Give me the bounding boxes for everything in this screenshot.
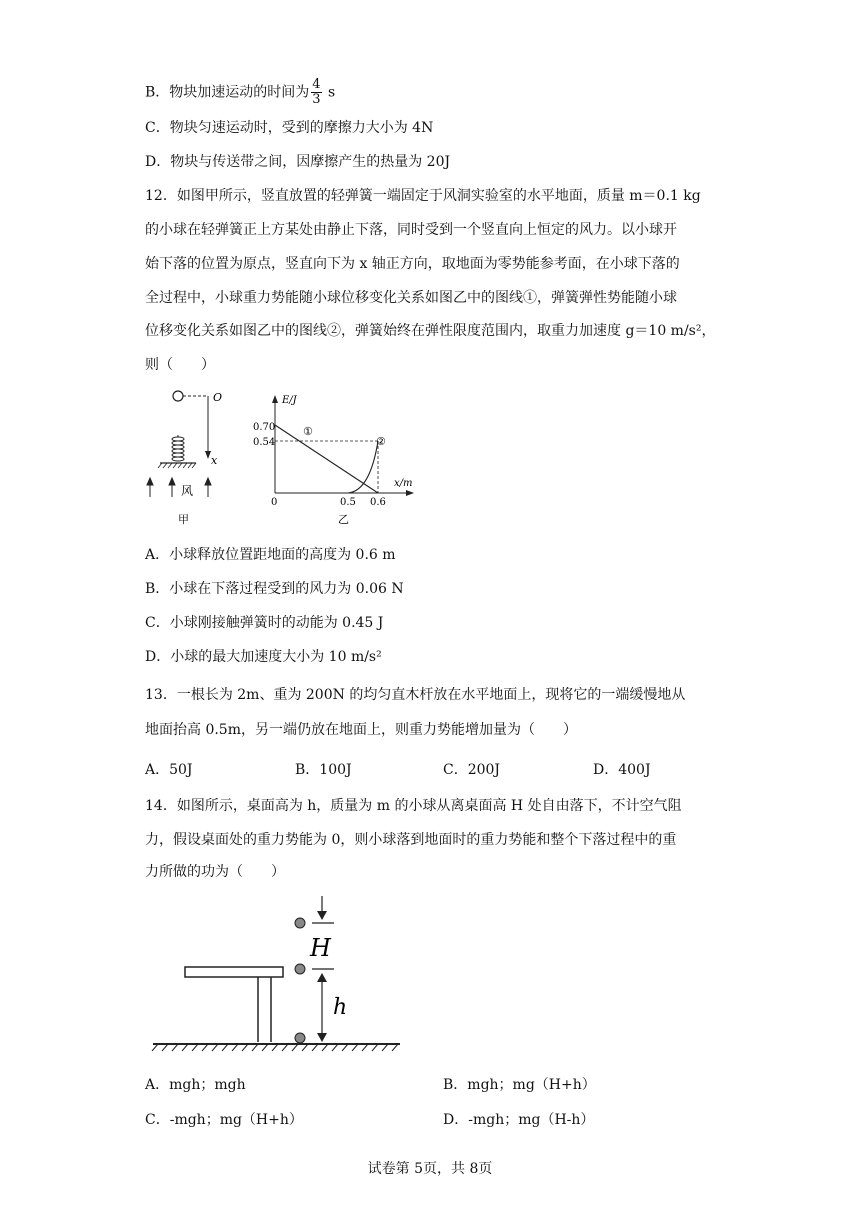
page-footer: 试卷第 5页，共 8页 (367, 1161, 493, 1177)
q12-option-c: C．小球刚接触弹簧时的动能为 0.45 J (145, 615, 384, 631)
figure-jia (140, 385, 250, 530)
x-axis-label: x/m (394, 478, 413, 489)
x-tick-06: 0.6 (370, 497, 386, 508)
fraction: $\frac{4}{3}$ (312, 77, 321, 107)
q11-option-c: C．物块匀速运动时，受到的摩擦力大小为 4N (145, 120, 434, 136)
caption-yi: 乙 (338, 513, 349, 526)
spring (172, 435, 184, 461)
h-arrow-down (317, 1033, 327, 1042)
q13-option-b: B．100J (295, 762, 352, 778)
H-label: H (310, 934, 331, 962)
q14-option-c: C．-mgh；mg（H+h） (145, 1112, 303, 1128)
q14-stem-line2: 力，假设桌面处的重力势能为 0，则小球落到地面时的重力势能和整个下落过程中的重 (145, 832, 677, 848)
x-axis-arrow (406, 490, 414, 496)
q12-option-a: A．小球释放位置距地面的高度为 0.6 m (145, 547, 396, 563)
q12-stem-line5: 位移变化关系如图乙中的图线②，弹簧始终在弹性限度范围内，取重力加速度 g＝10 m/s²， (145, 323, 716, 339)
q14-option-a: A．mgh；mgh (145, 1077, 246, 1093)
q12-stem-line4: 全过程中，小球重力势能随小球位移变化关系如图乙中的图线①，弹簧弹性势能随小球 (145, 290, 677, 306)
y-tick-054: 0.54 (253, 437, 276, 448)
q12-option-b: B．小球在下落过程受到的风力为 0.06 N (145, 581, 404, 597)
ball (173, 391, 183, 401)
ground-hatch (158, 463, 196, 468)
q14-stem-line1: 14．如图所示，桌面高为 h，质量为 m 的小球从离桌面高 H 处自由落下，不计空气阻 (145, 798, 682, 814)
h-label: h (333, 995, 348, 1020)
ball-bottom (295, 1033, 305, 1043)
tabletop (185, 967, 283, 977)
curve-2 (348, 441, 378, 493)
x-tick-05: 0.5 (340, 497, 356, 508)
x-tick-0: 0 (271, 497, 278, 508)
ball-middle (295, 964, 305, 974)
figure-q14 (150, 890, 410, 1060)
q11-option-d: D．物块与传送带之间，因摩擦产生的热量为 20J (145, 154, 451, 170)
q13-option-d: D．400J (593, 762, 651, 778)
curve-1-label: ① (303, 425, 313, 438)
q14-option-b: B．mgh；mg（H+h） (443, 1077, 596, 1093)
q14-stem-line3: 力所做的功为（ ） (145, 864, 285, 880)
q12-stem-line2: 的小球在轻弹簧正上方某处由静止下落，同时受到一个竖直向上恒定的风力。以小球开 (145, 222, 677, 238)
wind-label: 风 (181, 484, 194, 498)
wind-arrows (147, 478, 211, 497)
q11-option-b-text: B．物块加速运动的时间为 (145, 84, 310, 101)
y-axis-label: E/J (282, 395, 297, 406)
q11-option-b: B．物块加速运动的时间为 $\frac{4}{3}$ s (145, 77, 336, 107)
q13-stem-line2: 地面抬高 0.5m，另一端仍放在地面上，则重力势能增加量为（ ） (145, 722, 577, 738)
ball-top (295, 918, 305, 928)
y-axis-arrow (272, 395, 278, 403)
q14-option-d: D．-mgh；mg（H-h） (443, 1112, 595, 1128)
origin-label: O (213, 391, 223, 404)
y-tick-070: 0.70 (253, 422, 276, 433)
q12-stem-line3: 始下落的位置为原点，竖直向下为 x 轴正方向，取地面为零势能参考面，在小球下落的 (145, 256, 680, 272)
caption-jia: 甲 (178, 513, 189, 526)
q13-option-c: C．200J (443, 762, 501, 778)
figure-yi (250, 385, 425, 530)
q12-stem-line1: 12．如图甲所示，竖直放置的轻弹簧一端固定于风洞实验室的水平地面，质量 m＝0.1 kg (145, 188, 701, 204)
ground-hatch (152, 1044, 398, 1051)
q12-stem-line6: 则（ ） (145, 357, 215, 373)
q13-option-a: A．50J (145, 762, 193, 778)
h-top-arrow (317, 911, 327, 920)
q13-stem-line1: 13．一根长为 2m、重为 200N 的均匀直木杆放在水平地面上，现将它的一端缓慢地从 (145, 687, 686, 703)
q12-option-d: D．小球的最大加速度大小为 10 m/s² (145, 649, 382, 665)
curve-1 (275, 425, 378, 493)
curve-2-label: ② (376, 435, 386, 448)
x-label: x (211, 454, 218, 467)
h-arrow-up (317, 973, 327, 982)
